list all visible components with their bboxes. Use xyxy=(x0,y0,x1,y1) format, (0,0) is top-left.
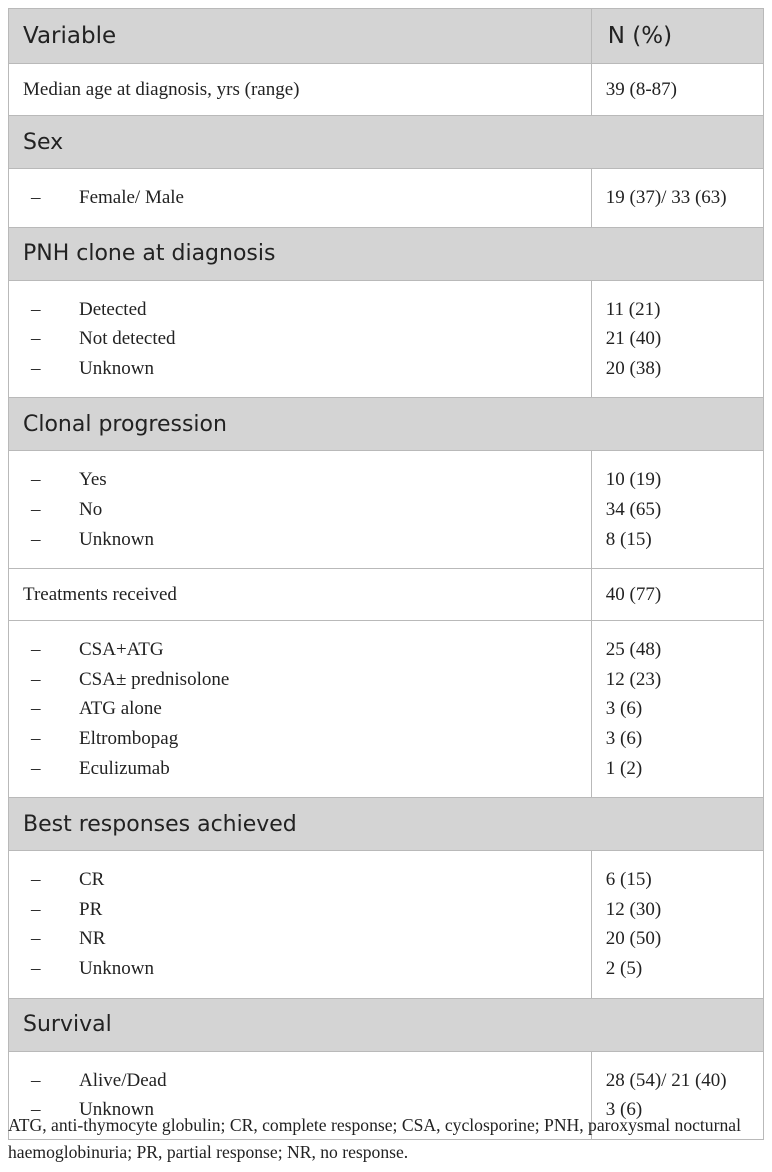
row-values xyxy=(591,621,763,798)
table-row xyxy=(9,451,764,569)
row-value: 39 (8-87) xyxy=(591,64,763,116)
table-row xyxy=(9,280,764,398)
table-footnote: ATG, anti-thymocyte globulin; CR, complete response; CSA, cyclosporine; PNH, paroxysmal nocturnal haemoglobinuria; PR, partial response; NR, no response. xyxy=(8,1115,741,1162)
item-label: Not detected xyxy=(79,328,176,350)
section-title: Best responses achieved xyxy=(9,798,764,851)
list-item xyxy=(23,924,591,954)
table-row xyxy=(9,851,764,998)
item-label: NR xyxy=(79,928,106,950)
item-label: Alive/Dead xyxy=(79,1069,167,1091)
item-label: Unknown xyxy=(79,357,154,379)
dash: – xyxy=(31,639,41,661)
item-value: 12 (30) xyxy=(605,898,662,920)
dash: – xyxy=(31,727,41,749)
item-value: 10 (19) xyxy=(605,469,662,491)
section-row xyxy=(9,116,764,169)
section-title: Clonal progression xyxy=(9,398,764,451)
dash: – xyxy=(31,869,41,891)
item-value: 21 (40) xyxy=(605,328,662,350)
list-item xyxy=(23,724,591,754)
row-labels xyxy=(9,851,592,998)
section-row xyxy=(9,998,764,1051)
list-item xyxy=(23,495,591,525)
list-item xyxy=(23,465,591,495)
list-item xyxy=(23,324,591,354)
section-row xyxy=(9,398,764,451)
dash: – xyxy=(31,757,41,779)
table-header-row xyxy=(9,9,764,64)
row-labels xyxy=(9,621,592,798)
item-value: 11 (21) xyxy=(605,298,661,320)
section-row xyxy=(9,798,764,851)
item-label: Unknown xyxy=(79,1099,154,1121)
list-item xyxy=(23,895,591,925)
item-label: CSA± prednisolone xyxy=(79,668,230,690)
header-n-pct: N (%) xyxy=(591,9,763,64)
item-value: 20 (38) xyxy=(605,357,662,379)
item-value: 2 (5) xyxy=(605,957,643,979)
item-label: No xyxy=(79,498,103,520)
header-variable: Variable xyxy=(9,9,592,64)
item-value: 20 (50) xyxy=(605,928,662,950)
item-label: Female/ Male xyxy=(79,187,184,208)
dash: – xyxy=(31,328,41,350)
item-label: Unknown xyxy=(79,528,154,550)
dash: – xyxy=(31,898,41,920)
dash: – xyxy=(31,1099,41,1121)
dash: – xyxy=(31,469,41,491)
dash: – xyxy=(31,498,41,520)
item-value: 12 (23) xyxy=(605,668,662,690)
list-item xyxy=(23,754,591,784)
list-item xyxy=(23,954,591,984)
item-value: 6 (15) xyxy=(605,869,652,891)
section-title: Sex xyxy=(9,116,764,169)
dash: – xyxy=(31,528,41,550)
item-label: CR xyxy=(79,869,105,891)
row-labels xyxy=(9,451,592,569)
item-label: Yes xyxy=(79,469,107,491)
list-item xyxy=(23,865,591,895)
row-values xyxy=(591,851,763,998)
item-value: 1 (2) xyxy=(605,757,643,779)
item-value: 3 (6) xyxy=(605,698,643,720)
item-label: Eculizumab xyxy=(79,757,170,779)
row-values xyxy=(591,280,763,398)
item-label: PR xyxy=(79,898,103,920)
section-title: PNH clone at diagnosis xyxy=(9,227,764,280)
list-item xyxy=(23,694,591,724)
table-row xyxy=(9,169,764,228)
item-label: Detected xyxy=(79,298,147,320)
row-values xyxy=(591,451,763,569)
dash: – xyxy=(31,187,41,208)
row-labels xyxy=(9,280,592,398)
list-item xyxy=(23,665,591,695)
dash: – xyxy=(31,957,41,979)
dash: – xyxy=(31,928,41,950)
item-value: 3 (6) xyxy=(605,727,643,749)
item-value: 8 (15) xyxy=(605,528,652,550)
section-title: Survival xyxy=(9,998,764,1051)
item-label: ATG alone xyxy=(79,698,162,720)
list-item xyxy=(23,1066,591,1096)
list-item xyxy=(23,635,591,665)
list-item xyxy=(23,183,591,213)
item-label: CSA+ATG xyxy=(79,639,164,661)
list-item xyxy=(23,354,591,384)
list-item xyxy=(23,295,591,325)
dash: – xyxy=(31,298,41,320)
row-label: Median age at diagnosis, yrs (range) xyxy=(9,64,592,116)
dash: – xyxy=(31,357,41,379)
row-labels xyxy=(9,169,592,228)
item-value: 3 (6) xyxy=(605,1099,643,1121)
row-value: 40 (77) xyxy=(591,569,763,621)
section-row xyxy=(9,227,764,280)
item-label: Eltrombopag xyxy=(79,727,179,749)
item-value: 25 (48) xyxy=(605,639,662,661)
dash: – xyxy=(31,698,41,720)
table-row xyxy=(9,64,764,116)
row-label: Treatments received xyxy=(9,569,592,621)
data-table xyxy=(8,8,764,1140)
table-row xyxy=(9,569,764,621)
row-values xyxy=(591,169,763,228)
item-value: 34 (65) xyxy=(605,498,662,520)
item-value: 28 (54)/ 21 (40) xyxy=(605,1069,727,1091)
dash: – xyxy=(31,668,41,690)
item-value: 19 (37)/ 33 (63) xyxy=(605,187,727,208)
list-item xyxy=(23,525,591,555)
table-row xyxy=(9,621,764,798)
item-label: Unknown xyxy=(79,957,154,979)
dash: – xyxy=(31,1069,41,1091)
